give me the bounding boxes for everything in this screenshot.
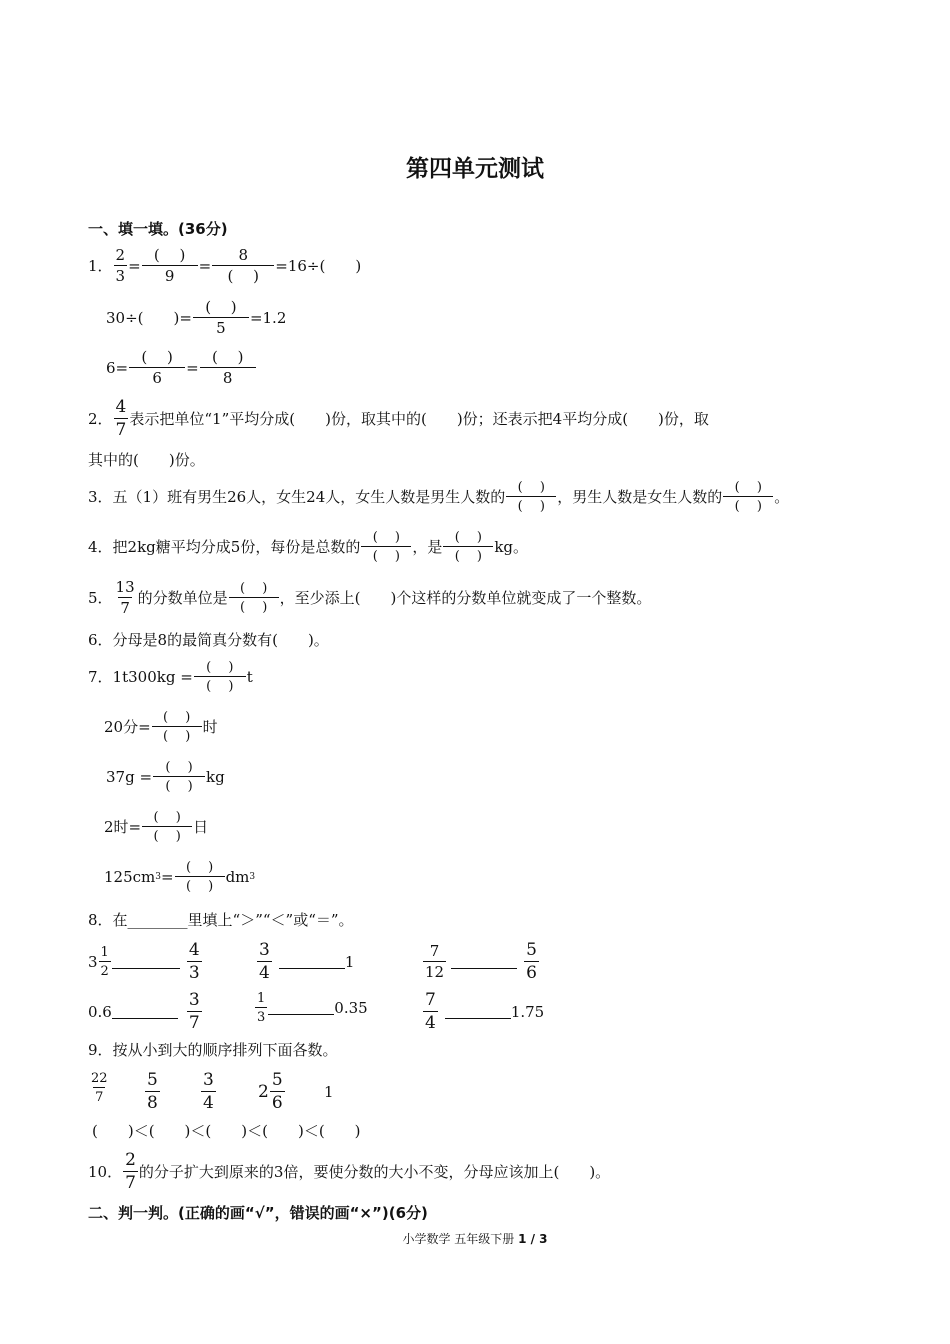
- fraction-blank: $\frac{( )}{6}$: [129, 350, 185, 386]
- section-1-heading: 一、填一填。(36分): [88, 220, 228, 238]
- equals-sign: =: [186, 358, 199, 377]
- q1-line-3: [106, 350, 257, 386]
- fraction: $\frac{2}{3}$: [115, 246, 126, 285]
- fraction: $\frac{4}{3}$: [188, 940, 200, 983]
- q9-number: [88, 1072, 111, 1104]
- q3-text: ，男生人数是女生人数的: [557, 487, 723, 506]
- unit-label: dm: [225, 867, 250, 886]
- fraction: $\frac{13}{7}$: [115, 578, 135, 617]
- equals-sign: =: [128, 256, 141, 275]
- fraction-blank: $\frac{( )}{( )}$: [506, 481, 556, 513]
- answer-blank[interactable]: [268, 1002, 334, 1015]
- fraction-blank: $\frac{( )}{5}$: [193, 300, 249, 336]
- answer-blank[interactable]: [451, 956, 517, 969]
- answer-blank[interactable]: [445, 1006, 511, 1019]
- fraction: $\frac{5}{8}$: [147, 1070, 158, 1113]
- fraction: $\frac{7}{12}$: [425, 942, 445, 981]
- q10-number: 10．: [88, 1162, 123, 1181]
- fraction-blank: $\frac{( )}{( )}$: [153, 761, 205, 793]
- q9-instruction: 9．按从小到大的顺序排列下面各数。: [88, 1041, 338, 1059]
- answer-blank[interactable]: [279, 956, 345, 969]
- q2-line-2: 其中的( )份。: [88, 451, 205, 469]
- q1-line-3-prefix: 6=: [106, 358, 129, 377]
- q7-text: 125cm: [104, 867, 156, 886]
- q7-line-5: [104, 861, 255, 893]
- q6-line: 6．分母是8的最简真分数有( )。: [88, 631, 329, 649]
- number-value: 0.35: [334, 998, 368, 1017]
- fraction: $\frac{4}{7}$: [115, 397, 127, 440]
- q5-text: ，至少添上( )个这样的分数单位就变成了一个整数。: [279, 588, 652, 607]
- unit-label: kg: [206, 767, 225, 786]
- q1-line-2: [106, 300, 286, 336]
- q7-line-3: [106, 761, 225, 793]
- q1-line-1: [88, 248, 361, 284]
- q7-line-4: [104, 811, 208, 843]
- fraction-blank: $\frac{( )}{( )}$: [229, 582, 279, 614]
- fraction: $\frac{22}{7}$: [91, 1071, 108, 1105]
- q7-text: 7．1t300kg =: [88, 667, 193, 686]
- q9-number: 1: [324, 1083, 334, 1101]
- q9-number: [258, 1072, 286, 1112]
- q1-line-2-tail: =1.2: [249, 308, 287, 327]
- q8-item: [422, 992, 544, 1032]
- page-footer: [0, 1230, 950, 1247]
- q9-number: [144, 1072, 161, 1112]
- fraction: $\frac{3}{4}$: [259, 940, 270, 983]
- unit-label: 时: [202, 717, 218, 736]
- answer-blank[interactable]: [112, 956, 180, 969]
- unit-label: t: [246, 667, 253, 686]
- fraction-blank: $\frac{( )}{( )}$: [142, 811, 192, 843]
- whole-number: 3: [88, 952, 98, 971]
- q1-number: 1．: [88, 256, 113, 275]
- q8-item: [422, 942, 540, 982]
- q5-line: [88, 580, 651, 616]
- q4-text: 4．把2kg糖平均分成5份，每份是总数的: [88, 537, 361, 556]
- number-value: 0.6: [88, 1002, 112, 1021]
- q7-line-1: [88, 661, 253, 693]
- q8-item: [254, 992, 368, 1024]
- q7-line-2: [104, 711, 218, 743]
- fraction: $\frac{2}{7}$: [125, 1150, 136, 1193]
- fraction-blank: $\frac{( )}{( )}$: [361, 531, 411, 563]
- fraction-blank: $\frac{( )}{9}$: [142, 248, 198, 284]
- q8-item: [256, 942, 354, 982]
- footer-label: 小学数学 五年级下册: [402, 1232, 519, 1246]
- q8-instruction: 8．在________里填上“＞”“＜”或“＝”。: [88, 911, 354, 929]
- fraction-blank: $\frac{( )}{( )}$: [152, 711, 202, 743]
- equals-sign: =: [161, 867, 174, 886]
- q2-line-1: [88, 399, 709, 439]
- whole-number: 2: [258, 1081, 269, 1102]
- fraction-blank: $\frac{( )}{( )}$: [175, 861, 225, 893]
- fraction: $\frac{3}{7}$: [188, 990, 200, 1033]
- q3-text: 3．五（1）班有男生26人，女生24人，女生人数是男生人数的: [88, 487, 506, 506]
- q1-line-2-prefix: 30÷( )=: [106, 308, 192, 327]
- q8-item: [88, 992, 203, 1032]
- q9-order-answer: ( )＜( )＜( )＜( )＜( ): [92, 1122, 361, 1140]
- number-value: 1.75: [510, 1002, 545, 1021]
- q9-number: [200, 1072, 217, 1112]
- q7-text: 2时=: [104, 817, 142, 836]
- q2-text: 表示把单位“1”平均分成( )份，取其中的( )份；还表示把4平均分成( )份，取: [129, 409, 709, 428]
- fraction: $\frac{5}{6}$: [271, 1070, 283, 1113]
- q7-text: 37g =: [106, 767, 153, 786]
- page-title: 第四单元测试: [406, 156, 544, 182]
- q2-number: 2．: [88, 409, 113, 428]
- fraction-blank: $\frac{( )}{( )}$: [723, 481, 773, 513]
- page-number: 1 / 3: [518, 1232, 548, 1246]
- q8-item: [88, 942, 203, 982]
- q4-line: [88, 531, 528, 563]
- q4-text: kg。: [494, 537, 529, 556]
- fraction: $\frac{7}{4}$: [425, 990, 436, 1033]
- equals-sign: =: [198, 256, 212, 275]
- unit-label: 日: [193, 817, 209, 836]
- answer-blank[interactable]: [112, 1006, 178, 1019]
- fraction: $\frac{1}{3}$: [257, 991, 266, 1025]
- superscript: 3: [249, 871, 256, 882]
- q4-text: ，是: [412, 537, 443, 556]
- q5-text: 的分数单位是: [137, 588, 228, 607]
- fraction: $\frac{5}{6}$: [526, 940, 537, 983]
- fraction: $\frac{1}{2}$: [100, 945, 109, 979]
- fraction-blank: $\frac{8}{( )}$: [212, 248, 274, 284]
- q7-text: 20分=: [104, 717, 151, 736]
- number-value: 1: [344, 952, 355, 971]
- q3-line: [88, 481, 789, 513]
- section-2-heading: 二、判一判。(正确的画“√”，错误的画“×”)(6分): [88, 1204, 428, 1222]
- superscript: 3: [155, 871, 161, 882]
- q10-text: 的分子扩大到原来的3倍，要使分数的大小不变，分母应该加上( )。: [138, 1162, 611, 1181]
- fraction: $\frac{3}{4}$: [203, 1070, 214, 1113]
- q3-text: 。: [774, 487, 790, 506]
- fraction-blank: $\frac{( )}{8}$: [200, 350, 256, 386]
- fraction-blank: $\frac{( )}{( )}$: [443, 531, 493, 563]
- q10-line: [88, 1152, 610, 1192]
- q1-tail: =16÷( ): [275, 256, 362, 275]
- fraction-blank: $\frac{( )}{( )}$: [194, 661, 246, 693]
- q5-number: 5．: [88, 588, 113, 607]
